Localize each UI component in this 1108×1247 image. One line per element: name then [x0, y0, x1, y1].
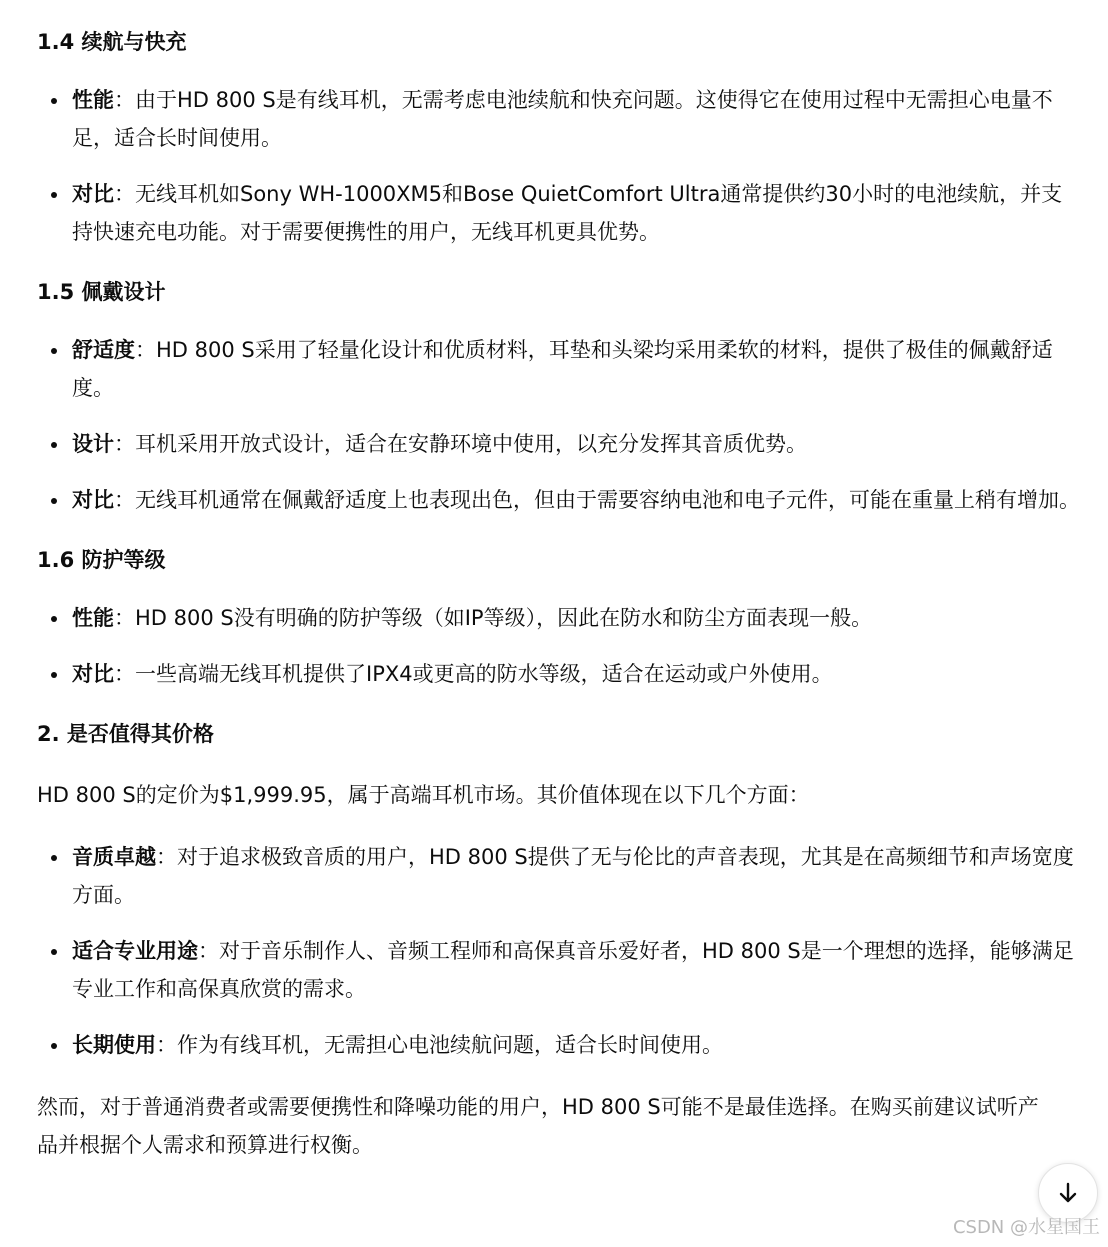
item-label: 性能	[72, 606, 114, 630]
item-label: 性能	[72, 88, 114, 112]
item-text: ：对于追求极致音质的用户，HD 800 S提供了无与伦比的声音表现，尤其是在高频细节和声场宽度方面。	[72, 845, 1074, 907]
list-item	[37, 1026, 1082, 1064]
item-text: ：对于音乐制作人、音频工程师和高保真音乐爱好者，HD 800 S是一个理想的选择，能够满足专业工作和高保真欣赏的需求。	[72, 939, 1074, 1001]
list-item	[37, 481, 1082, 519]
item-text: ：HD 800 S没有明确的防护等级（如IP等级），因此在防水和防尘方面表现一般。	[114, 606, 873, 630]
arrow-down-icon	[1056, 1181, 1080, 1205]
section-heading-wear-design: 1.5 佩戴设计	[37, 280, 166, 304]
item-label: 设计	[72, 432, 114, 456]
list-item	[37, 599, 1082, 637]
item-text: ：作为有线耳机，无需担心电池续航问题，适合长时间使用。	[156, 1033, 723, 1057]
bullet-list-wear-design	[37, 331, 1082, 519]
item-text: ：耳机采用开放式设计，适合在安静环境中使用，以充分发挥其音质优势。	[114, 432, 807, 456]
item-label: 对比	[72, 662, 114, 686]
item-label: 适合专业用途	[72, 939, 198, 963]
item-text: ：无线耳机如Sony WH-1000XM5和Bose QuietComfort Ultra通常提供约30小时的电池续航，并支持快速充电功能。对于需要便携性的用户，无线耳机更具优势。	[72, 182, 1063, 244]
item-label: 音质卓越	[72, 845, 156, 869]
list-item	[37, 81, 1082, 157]
item-text: ：由于HD 800 S是有线耳机，无需考虑电池续航和快充问题。这使得它在使用过程中无需担心电量不足，适合长时间使用。	[72, 88, 1053, 150]
list-item	[37, 838, 1082, 914]
item-text: ：无线耳机通常在佩戴舒适度上也表现出色，但由于需要容纳电池和电子元件，可能在重量上稍有增加。	[114, 488, 1080, 512]
item-label: 对比	[72, 488, 114, 512]
list-item	[37, 932, 1082, 1008]
watermark: CSDN @水星国王	[952, 1217, 1100, 1238]
item-text: ：一些高端无线耳机提供了IPX4或更高的防水等级，适合在运动或户外使用。	[114, 662, 833, 686]
chat-message-content	[37, 24, 1082, 1164]
list-item	[37, 655, 1082, 693]
bullet-list-value	[37, 838, 1082, 1064]
bullet-list-battery	[37, 81, 1082, 251]
item-label: 舒适度	[72, 338, 135, 362]
item-text: ：HD 800 S采用了轻量化设计和优质材料，耳垫和头梁均采用柔软的材料，提供了极佳的佩戴舒适度。	[72, 338, 1053, 400]
list-item	[37, 331, 1082, 407]
list-item	[37, 175, 1082, 251]
conclusion-paragraph: 然而，对于普通消费者或需要便携性和降噪功能的用户，HD 800 S可能不是最佳选择。在购买前建议试听产品并根据个人需求和预算进行权衡。	[37, 1095, 1039, 1157]
item-label: 对比	[72, 182, 114, 206]
section-heading-battery: 1.4 续航与快充	[37, 30, 187, 54]
bullet-list-protection	[37, 599, 1082, 693]
value-intro-paragraph: HD 800 S的定价为$1,999.95，属于高端耳机市场。其价值体现在以下几个方面：	[37, 783, 810, 807]
item-label: 长期使用	[72, 1033, 156, 1057]
section-heading-value: 2. 是否值得其价格	[37, 722, 214, 746]
section-heading-protection: 1.6 防护等级	[37, 548, 166, 572]
list-item	[37, 425, 1082, 463]
